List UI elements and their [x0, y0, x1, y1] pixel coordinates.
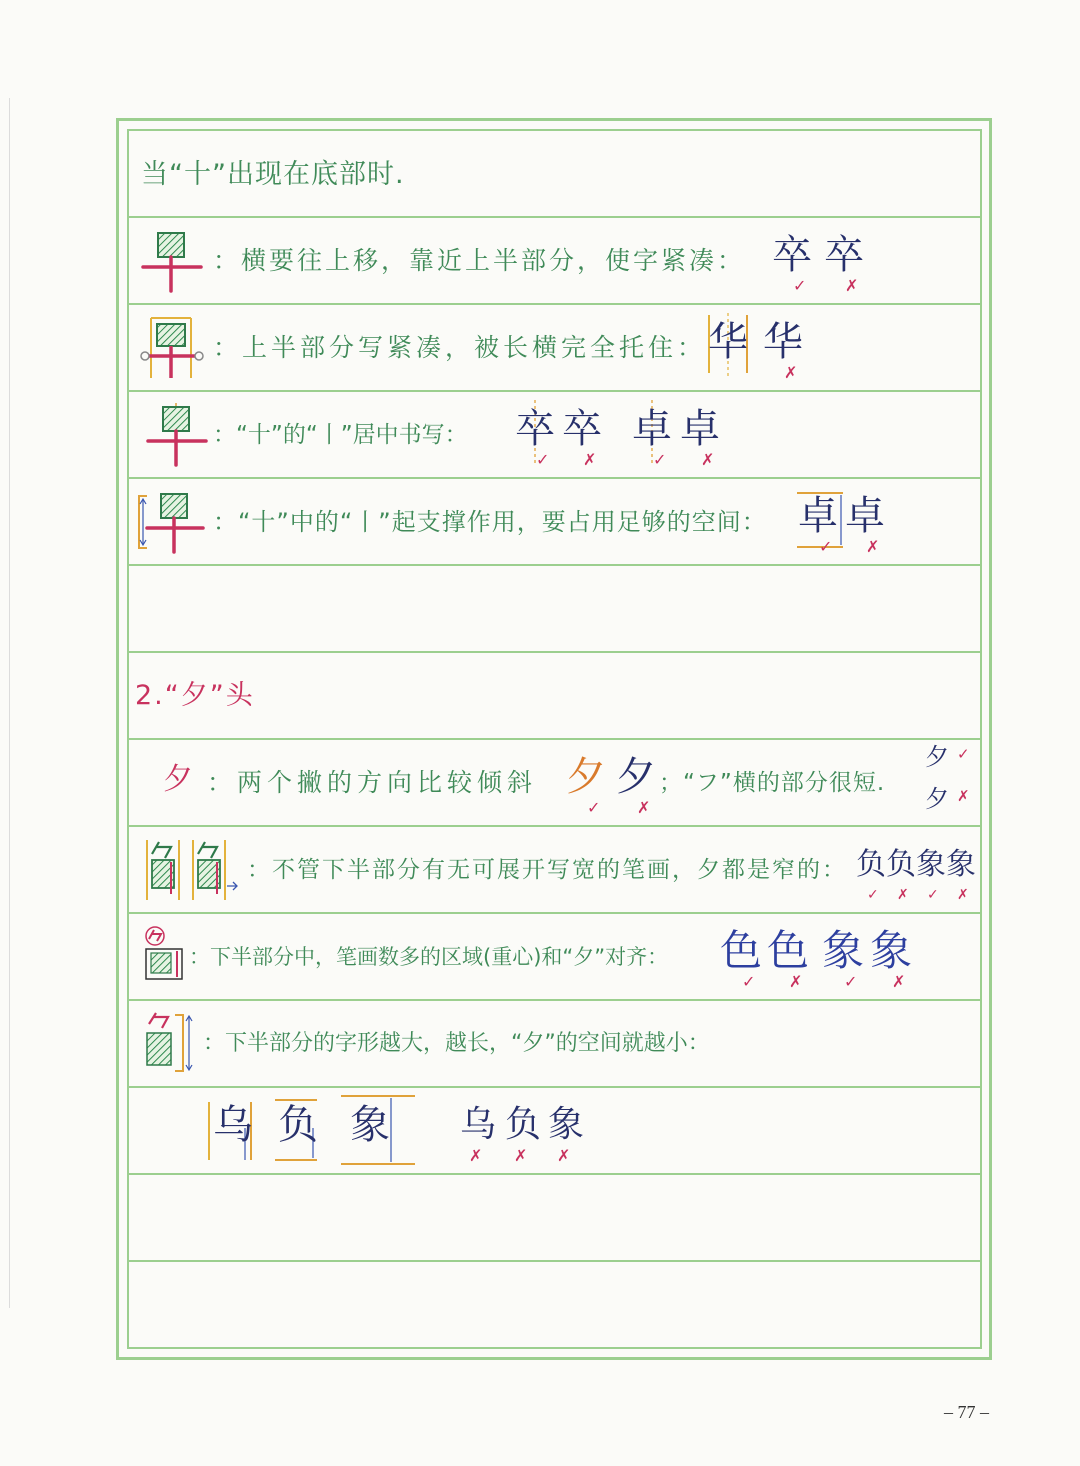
rule-text: ：横要往上移，靠近上半部分，使字紧凑： — [213, 246, 746, 275]
example-char: 卓 — [798, 493, 838, 539]
section-2-heading: 2.“夕”头 — [135, 680, 255, 711]
notebook-row — [129, 131, 980, 218]
example-correct — [925, 742, 975, 778]
example-guided — [705, 319, 751, 381]
notebook-row — [129, 305, 980, 392]
cross-mark: ✗ — [784, 363, 798, 382]
example-incorrect — [613, 754, 659, 816]
rule-text: ：上半部分写紧凑，被长横完全托住： — [213, 333, 707, 362]
example-char: 负 — [278, 1102, 318, 1148]
notebook-row — [129, 392, 980, 479]
jiao-width-guide-icon — [143, 838, 239, 902]
check-mark: ✓ — [587, 798, 601, 817]
example-char: 卓 — [680, 406, 720, 452]
example-correct — [718, 928, 764, 990]
cross-mark: ✗ — [957, 887, 969, 903]
example-correct — [820, 928, 866, 990]
check-mark: ✓ — [844, 972, 858, 991]
example-char: 夕 — [925, 785, 949, 813]
comparison-good-example — [347, 1102, 393, 1164]
comparison-bad-example — [455, 1102, 501, 1164]
page-number: – 77 – — [944, 1402, 989, 1422]
example-incorrect — [559, 406, 605, 468]
size-ratio-icon — [143, 1009, 195, 1075]
rule-text: ：“十”中的“丨”起支撑作用，要占用足够的空间： — [213, 508, 767, 536]
cross-mark: ✗ — [957, 787, 970, 805]
cross-mark: ✗ — [892, 972, 906, 991]
lead-char: 夕 — [163, 762, 193, 797]
example-incorrect — [765, 928, 811, 990]
example-char: 象 — [547, 1104, 584, 1145]
example-char: 卒 — [562, 406, 602, 452]
center-of-gravity-icon — [143, 925, 185, 985]
check-mark: ✓ — [742, 972, 756, 991]
cross-mark: ✗ — [866, 537, 880, 556]
example-correct — [769, 232, 815, 294]
example-incorrect — [868, 928, 914, 990]
example-incorrect — [842, 493, 888, 555]
example-char: 卒 — [772, 232, 812, 278]
example-char: 华 — [708, 319, 748, 365]
zao-height-bracket-icon — [135, 490, 207, 554]
notebook-row-empty — [129, 1175, 980, 1262]
example-char: 负 — [886, 847, 916, 882]
section-1-heading: 当“十”出现在底部时. — [141, 159, 405, 190]
example-char: 乌 — [213, 1102, 253, 1148]
cross-mark: ✗ — [514, 1146, 528, 1165]
rule-text-2: ；“フ”横的部分很短. — [659, 770, 886, 796]
example-correct — [512, 406, 558, 468]
rule-text: ：“十”的“丨”居中书写： — [213, 422, 468, 448]
cross-mark: ✗ — [789, 972, 803, 991]
notebook-row — [129, 1001, 980, 1088]
example-char: 华 — [763, 319, 803, 365]
example-correct — [855, 847, 887, 909]
cross-mark: ✗ — [583, 450, 597, 469]
notebook-ruled-area — [127, 129, 982, 1349]
example-char: 夕 — [616, 754, 656, 800]
example-incorrect — [945, 847, 977, 909]
example-char: 象 — [869, 926, 912, 975]
rule-text: ：下半部分中，笔画数多的区域(重心)和“夕”对齐： — [189, 945, 669, 969]
zao-centerline-icon — [145, 403, 209, 467]
example-char: 负 — [504, 1104, 541, 1145]
example-incorrect — [821, 232, 867, 294]
example-char: 象 — [350, 1102, 390, 1148]
example-incorrect — [885, 847, 917, 909]
notebook-row — [129, 653, 980, 740]
cross-mark: ✗ — [469, 1146, 483, 1165]
comparison-bad-example — [500, 1102, 546, 1164]
notebook-row — [129, 1088, 980, 1175]
check-mark: ✓ — [536, 450, 550, 469]
example-char: 负 — [856, 847, 886, 882]
notebook-row — [129, 914, 980, 1001]
comparison-good-example — [210, 1102, 256, 1164]
comparison-good-example — [275, 1102, 321, 1164]
example-char: 象 — [946, 847, 976, 882]
check-mark: ✓ — [819, 537, 833, 556]
example-char: 夕 — [566, 754, 606, 800]
comparison-bad-example — [543, 1102, 589, 1164]
scan-edge-line — [9, 98, 10, 1308]
rule-text: ：两个撇的方向比较倾斜 — [207, 768, 538, 797]
cross-mark: ✗ — [557, 1146, 571, 1165]
check-mark: ✓ — [927, 887, 939, 903]
notebook-row-empty — [129, 566, 980, 653]
check-mark: ✓ — [653, 450, 667, 469]
notebook-row — [129, 827, 980, 914]
example-correct — [915, 847, 947, 909]
example-incorrect — [677, 406, 723, 468]
cross-mark: ✗ — [701, 450, 715, 469]
check-mark: ✓ — [957, 745, 970, 763]
example-char: 卒 — [824, 232, 864, 278]
example-char: 色 — [719, 926, 762, 975]
example-char: 卓 — [632, 406, 672, 452]
check-mark: ✓ — [867, 887, 879, 903]
zao-structure-icon — [140, 229, 204, 293]
cross-mark: ✗ — [897, 887, 909, 903]
cross-mark: ✗ — [845, 276, 859, 295]
notebook-row — [129, 740, 980, 827]
zao-framed-structure-icon — [140, 316, 204, 380]
example-char: 象 — [916, 847, 946, 882]
notebook-row — [129, 479, 980, 566]
example-incorrect — [925, 784, 975, 820]
example-char: 卒 — [515, 406, 555, 452]
example-char: 色 — [766, 926, 809, 975]
cross-mark: ✗ — [637, 798, 651, 817]
example-char: 象 — [821, 926, 864, 975]
notebook-row — [129, 218, 980, 305]
rule-text: ：下半部分的字形越大，越长，“夕”的空间就越小： — [203, 1031, 710, 1056]
check-mark: ✓ — [793, 276, 807, 295]
example-correct — [795, 493, 841, 555]
example-correct — [629, 406, 675, 468]
example-incorrect — [760, 319, 806, 381]
example-char: 卓 — [845, 493, 885, 539]
rule-text: ：不管下半部分有无可展开写宽的笔画，夕都是窄的： — [247, 857, 847, 883]
example-char: 乌 — [459, 1104, 496, 1145]
example-correct — [563, 754, 609, 816]
notebook-row-empty — [129, 1262, 980, 1347]
example-char: 夕 — [925, 743, 949, 771]
